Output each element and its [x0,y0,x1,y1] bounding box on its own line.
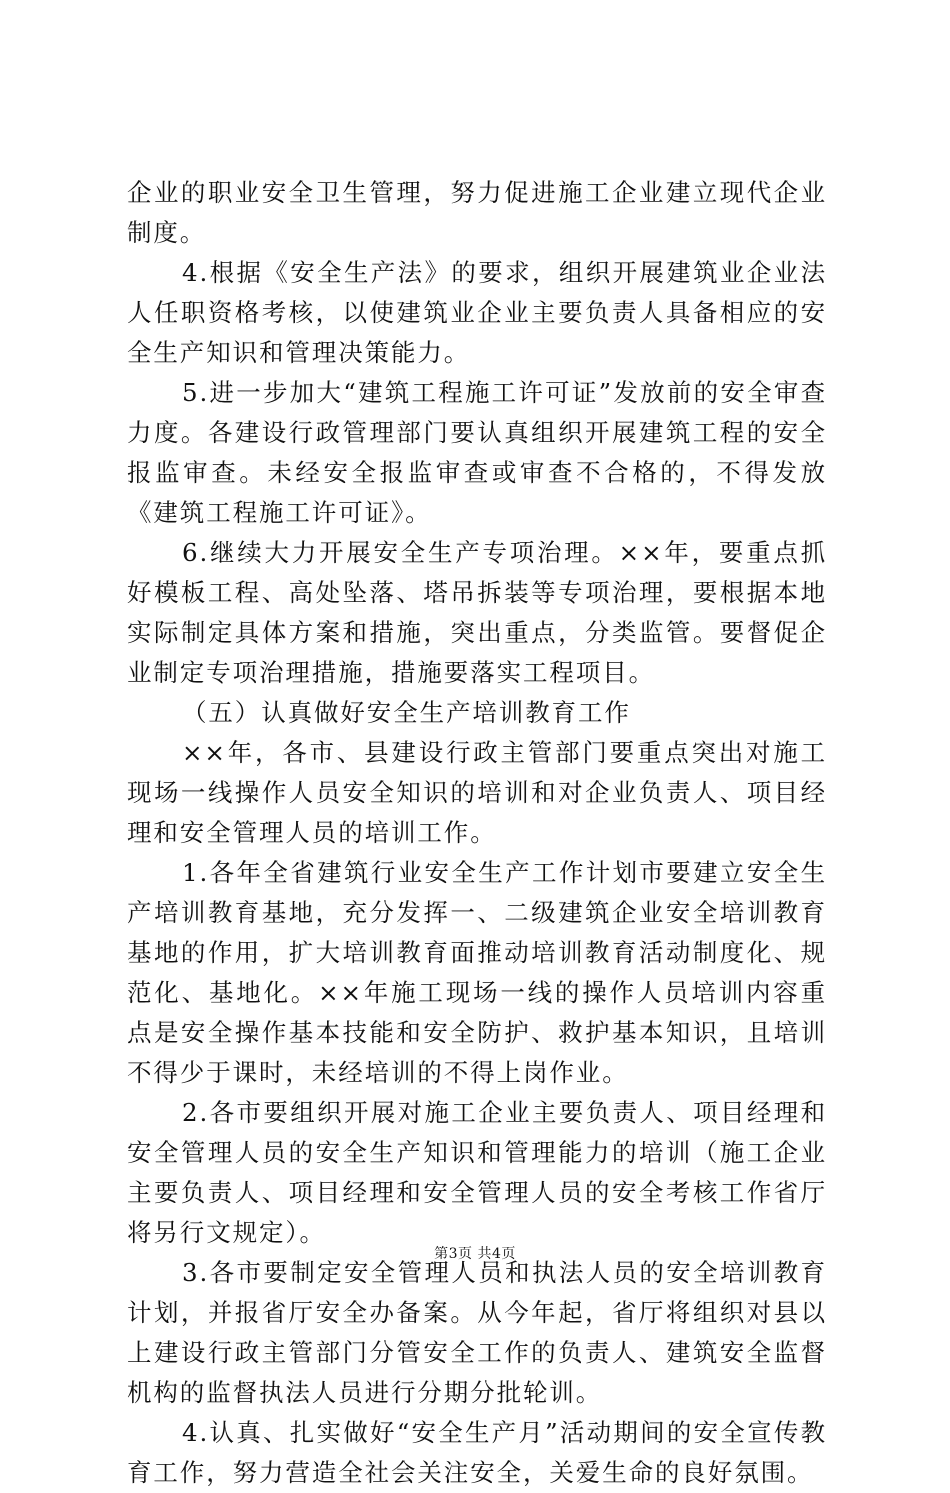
paragraph-training-intro: ××年，各市、县建设行政主管部门要重点突出对施工现场一线操作人员安全知识的培训和对企业负责人、项目经理和安全管理人员的培训工作。 [127,738,827,847]
paragraph-item-4-legal-qualification: 4.根据《安全生产法》的要求，组织开展建筑业企业法人任职资格考核，以使建筑业企业主要负责人具备相应的安全生产知识和管理决策能力。 [127,258,827,367]
paragraph-training-item-3: 3.各市要制定安全管理人员和执法人员的安全培训教育计划，并报省厅安全办备案。从今年起，省厅将组织对县以上建设行政主管部门分管安全工作的负责人、建筑安全监督机构的监督执法人员进行分期分批轮训。 [127,1258,827,1407]
section-heading-training: （五）认真做好安全生产培训教育工作 [182,698,631,727]
paragraph-continuation: 企业的职业安全卫生管理，努力促进施工企业建立现代企业制度。 [127,178,827,247]
paragraph-item-5-permit-review: 5.进一步加大“建筑工程施工许可证”发放前的安全审查力度。各建设行政管理部门要认真组织开展建筑工程的安全报监审查。未经安全报监审查或审查不合格的，不得发放《建筑工程施工许可证》。 [127,378,827,527]
paragraph-training-item-1: 1.各年全省建筑行业安全生产工作计划市要建立安全生产培训教育基地，充分发挥一、二级建筑企业安全培训教育基地的作用，扩大培训教育面推动培训教育活动制度化、规范化、基地化。××年施工现场一线的操作人员培训内容重点是安全操作基本技能和安全防护、救护基本知识，且培训不得少于课时，未经培训的不得上岗作业。 [127,858,827,1087]
page-number-footer: 第3页 共4页 [434,1246,516,1262]
paragraph-item-6-special-governance: 6.继续大力开展安全生产专项治理。××年，要重点抓好模板工程、高处坠落、塔吊拆装等专项治理，要根据本地实际制定具体方案和措施，突出重点，分类监管。要督促企业制定专项治理措施，措施要落实工程项目。 [127,538,827,687]
paragraph-training-item-2: 2.各市要组织开展对施工企业主要负责人、项目经理和安全管理人员的安全生产知识和管理能力的培训（施工企业主要负责人、项目经理和安全管理人员的安全考核工作省厅将另行文规定）。 [127,1098,827,1247]
paragraph-training-item-4: 4.认真、扎实做好“安全生产月”活动期间的安全宣传教育工作，努力营造全社会关注安全，关爱生命的良好氛围。 [127,1418,827,1487]
document-body [127,173,827,1493]
